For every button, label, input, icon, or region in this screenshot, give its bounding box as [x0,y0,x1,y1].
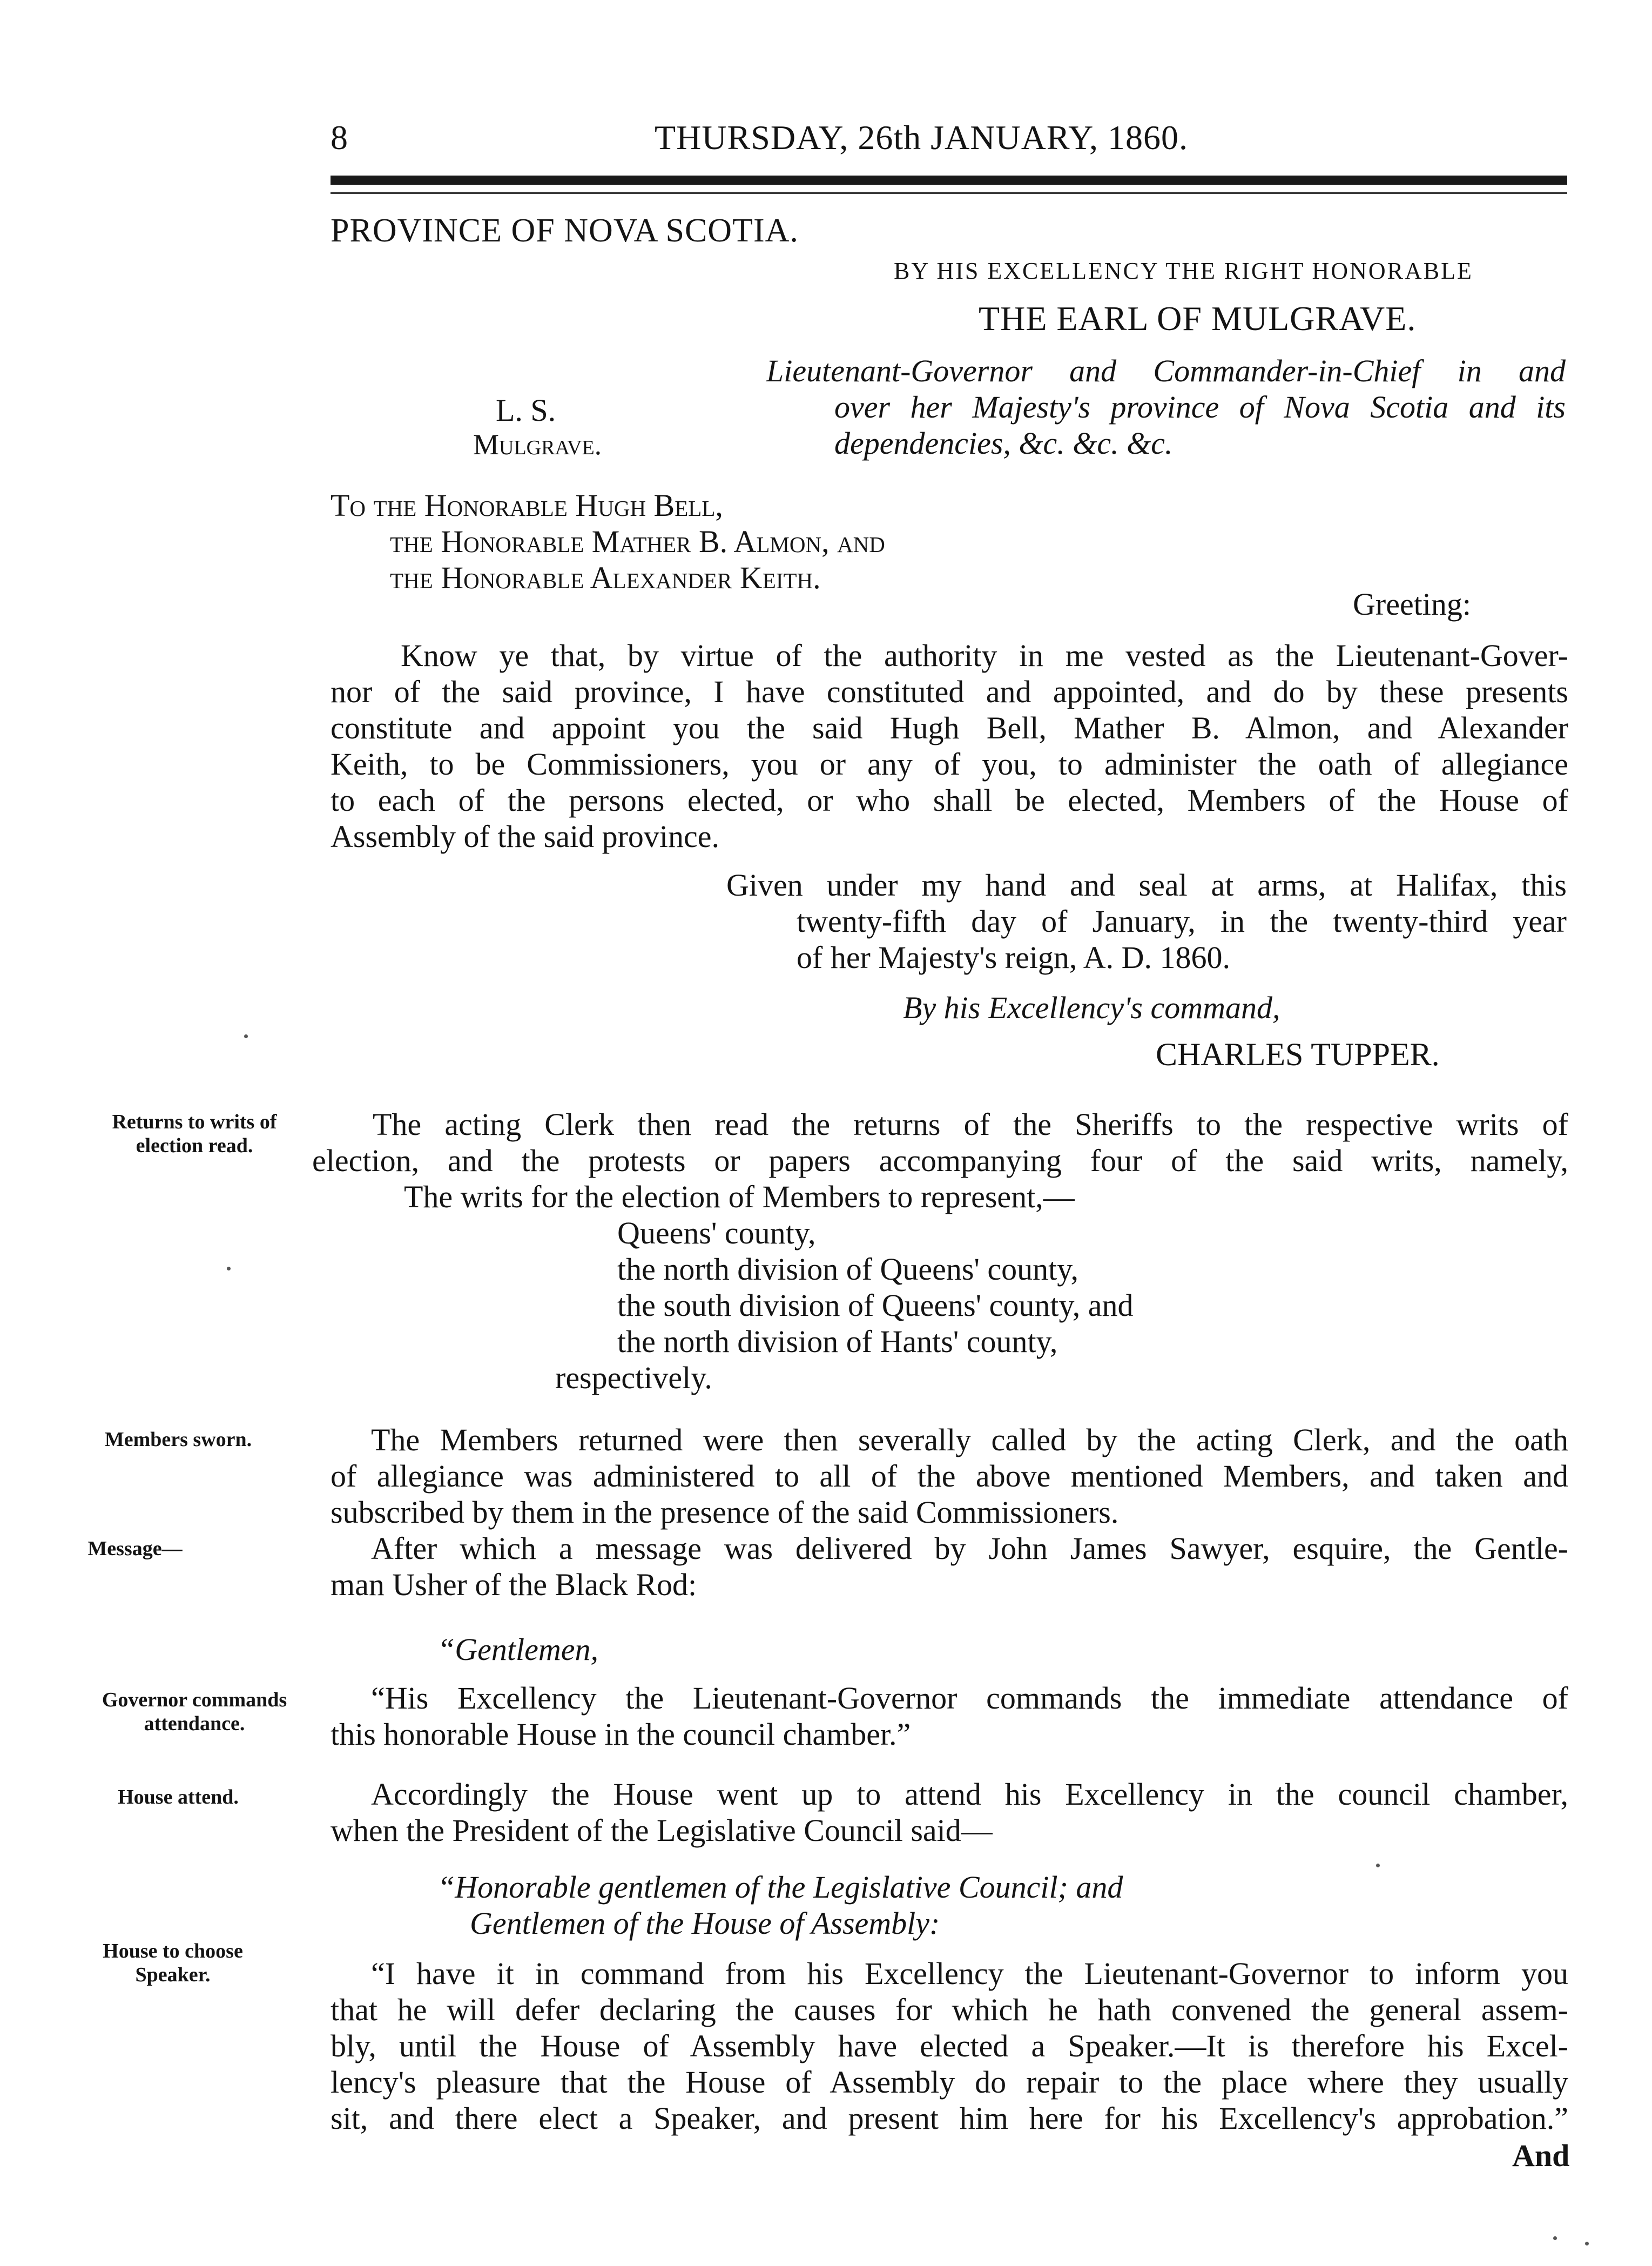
body-line: sit, and there elect a Speaker, and present him here for his Excellency's approbation.” [331,2101,1568,2136]
body-line: Know ye that, by virtue of the authority in me vested as the Lieutenant-Gover- [401,638,1568,673]
margin-note-line: House attend. [118,1786,239,1808]
body-line: The Members returned were then severally called by the acting Clerk, and the oath [371,1422,1568,1457]
body-line: “His Excellency the Lieutenant-Governor commands the immediate attendance of [371,1680,1568,1716]
body-line: nor of the said province, I have constituted and appointed, and do by these presents [331,674,1568,709]
sworn-paragraph [331,1422,1568,1530]
message-paragraph [331,1530,1568,1603]
title-line-1: Lieutenant-Governor and Commander-in-Chief in and [766,353,1566,388]
council-salutation-1: “Honorable gentlemen of the Legislative Council; and [437,1870,1123,1905]
margin-note-sworn [65,1428,292,1451]
province-heading: PROVINCE OF NOVA SCOTIA. [331,212,799,249]
body-line: of allegiance was administered to all of the above mentioned Members, and taken and [331,1458,1568,1494]
seal-label: L. S. [496,393,556,428]
body-line: when the President of the Legislative Council said— [331,1813,993,1848]
speaker-paragraph [331,1955,1568,2136]
margin-note-line: attendance. [144,1712,245,1735]
earl-heading: THE EARL OF MULGRAVE. [979,299,1417,338]
body-line: subscribed by them in the presence of the said Commissioners. [331,1495,1119,1530]
body-line: this honorable House in the council chamber.” [331,1717,911,1752]
proclamation-body [331,637,1568,855]
margin-note-line: Members sworn. [104,1428,252,1451]
margin-note-attend [65,1785,292,1809]
scan-speck [1553,2236,1557,2240]
margin-note-line: Returns to writs of [112,1111,277,1133]
secretary-signature: CHARLES TUPPER. [1156,1037,1440,1072]
body-line: to each of the persons elected, or who shall be elected, Members of the House of [331,783,1568,818]
addressee-2: the Honorable Mather B. Almon, and [390,524,885,559]
district-line: the north division of Queens' county, [617,1252,1078,1287]
writs-intro: The writs for the election of Members to represent,— [404,1179,1075,1214]
attend-paragraph [331,1776,1568,1848]
margin-note-speaker [59,1939,286,1987]
district-line: the north division of Hants' county, [617,1324,1058,1359]
body-line: The acting Clerk then read the returns of the Sheriffs to the respective writs of [373,1107,1568,1142]
body-line: Assembly of the said province. [331,819,720,854]
district-line: Queens' county, [617,1215,816,1250]
body-line: Accordingly the House went up to attend his Excellency in the council chamber, [371,1777,1568,1812]
margin-note-line: Governor commands [102,1689,287,1711]
scan-speck [227,1267,231,1270]
governor-signature: Mulgrave. [473,428,602,461]
title-line-3: dependencies, &c. &c. &c. [834,426,1173,461]
district-line: the south division of Queens' county, and [617,1288,1134,1323]
body-line: that he will defer declaring the causes for which he hath convened the general assem- [331,1992,1568,2027]
margin-note-line: Message— [87,1537,183,1560]
command-line: By his Excellency's command, [903,990,1280,1025]
council-salutation-2: Gentlemen of the House of Assembly: [470,1906,940,1941]
margin-note-line: election read. [136,1134,253,1157]
given-line-1: Given under my hand and seal at arms, at Halifax, this [726,868,1567,903]
body-line: lency's pleasure that the House of Assembly do repair to the place where they usually [331,2065,1568,2100]
given-line-2: twenty-fifth day of January, in the twenty-third year [797,904,1567,939]
margin-note-line: House to choose [103,1940,243,1962]
commands-quote [331,1680,1568,1752]
salutation-gentlemen: “Gentlemen, [437,1632,598,1667]
catchword: And [1512,2138,1570,2173]
addressee-1: To the Honorable Hugh Bell, [331,488,723,523]
running-title: THURSDAY, 26th JANUARY, 1860. [655,118,1189,157]
title-line-2: over her Majesty's province of Nova Scotia and its [834,389,1566,425]
body-line: constitute and appoint you the said Hugh Bell, Mather B. Almon, and Alexander [331,710,1568,745]
page-number: 8 [331,118,348,157]
margin-note-line: Speaker. [135,1964,211,1986]
addressee-3: the Honorable Alexander Keith. [390,560,821,595]
given-line-3: of her Majesty's reign, A. D. 1860. [797,940,1230,975]
body-line: election, and the protests or papers accompanying four of the said writs, namely, [312,1143,1568,1178]
margin-note-message [22,1537,248,1561]
scan-speck [1376,1864,1380,1867]
greeting: Greeting: [1353,587,1472,622]
by-line: BY HIS EXCELLENCY THE RIGHT HONORABLE [894,258,1473,284]
body-line: man Usher of the Black Rod: [331,1567,697,1602]
header-rule-thin [331,192,1567,194]
returns-paragraph [312,1106,1568,1179]
scan-speck [1585,2242,1589,2245]
body-line: Keith, to be Commissioners, you or any of you, to administer the oath of allegiance [331,747,1568,782]
margin-note-returns [81,1110,308,1158]
header-rule [331,176,1567,185]
scan-speck [244,1034,248,1038]
margin-note-commands [81,1688,308,1736]
returns-closing: respectively. [555,1360,712,1395]
body-line: After which a message was delivered by John James Sawyer, esquire, the Gentle- [371,1531,1568,1566]
body-line: bly, until the House of Assembly have elected a Speaker.—It is therefore his Excel- [331,2028,1568,2063]
body-line: “I have it in command from his Excellency the Lieutenant-Governor to inform you [371,1956,1568,1991]
